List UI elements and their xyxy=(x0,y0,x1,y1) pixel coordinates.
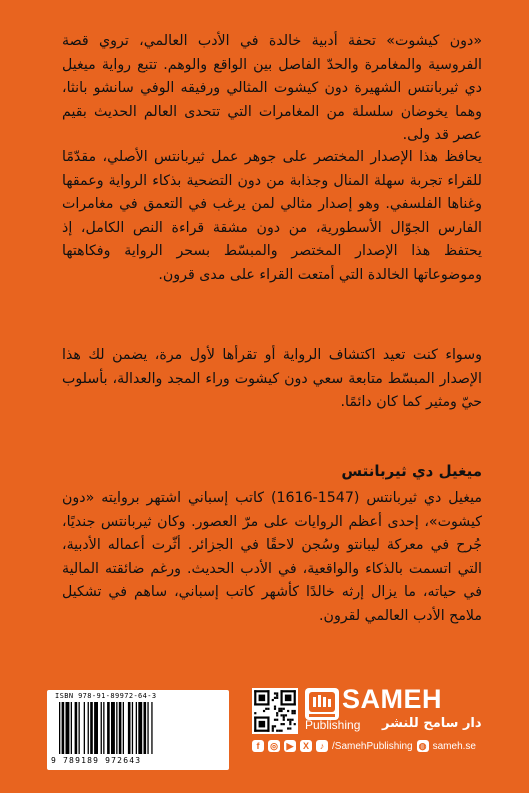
barcode-icon xyxy=(55,702,221,756)
description-paragraph-3 xyxy=(62,344,482,415)
publisher-logo-icon xyxy=(305,688,339,720)
description-paragraph-2 xyxy=(62,146,482,288)
author-heading: ميغيل دي ثيربانتس xyxy=(341,462,482,480)
globe-icon: ◍ xyxy=(417,740,429,752)
description-paragraph-1 xyxy=(62,30,482,148)
author-bio-text: ميغيل دي ثيربانتس (1547-1616) كاتب إسباني اشتهر بروايته «دون كيشوت»، إحدى أعظم الروايات على مرّ العصور. وكان ثيربانتس جنديًا، جُرح في معركة ليبانتو وسُجن لاحقًا في الجزائر. أثّرت أعماله الأدبية، التي اتسمت بالذكاء والواقعية، في الأدب الحديث. ورغم ضائقته المالية في حياته، ما يزال إرثه خالدًا كأشهر كاتب إسباني، ساهم في تشكيل ملامح الأدب العالمي لقرون. xyxy=(62,490,483,624)
author-bio xyxy=(62,487,482,629)
description-text: «دون كيشوت» تحفة أدبية خالدة في الأدب العالمي، تروي قصة الفروسية والمغامرة والحدّ الفاصل بين الواقع والوهم. تتبع رواية ميغيل دي ثيربانتس الشهيرة دون كيشوت المثالي ورفيقه الوفي سانشو بانثا، وهما يخوضان سلسلة من المغامرات التي تتحدى العالم الحديث بقيم عصر قد ولى. xyxy=(62,33,482,144)
tiktok-icon[interactable]: ♪ xyxy=(316,740,328,752)
publisher-arabic-name: دار سامح للنشر xyxy=(382,716,482,731)
social-links xyxy=(252,740,476,752)
qr-code-icon xyxy=(252,688,298,734)
isbn-barcode-box xyxy=(47,690,229,770)
publisher-brand: SAMEH xyxy=(342,684,443,714)
publisher-subtitle: Publishing xyxy=(305,718,361,732)
description-text: يحافظ هذا الإصدار المختصر على جوهر عمل ثيربانتس الأصلي، مقدّمًا للقراء تجربة سهلة المنال وجذابة من دون التضحية بذكاء الرواية وعمقها وغناها الفلسفي. وهو إصدار مثالي لمن يرغب في التعمق في مغامرات الفارس الجوّال الأسطورية، من دون مشقة قراءة النص الكامل، إذ يحتفظ هذا الإصدار المختصر والمبسّط بسحر الرواية وفكاهتها وموضوعاتها الخالدة التي أمتعت القراء على مدى قرون. xyxy=(62,149,482,283)
youtube-icon[interactable]: ▶ xyxy=(284,740,296,752)
x-icon[interactable]: X xyxy=(300,740,312,752)
social-handle[interactable]: /SamehPublishing xyxy=(332,740,413,752)
facebook-icon[interactable]: f xyxy=(252,740,264,752)
description-text: وسواء كنت تعيد اكتشاف الرواية أو تقرأها لأول مرة، يضمن لك هذا الإصدار المبسّط متابعة سعي دون كيشوت وراء المجد والعدالة، بأسلوب حيّ ومثير كما كان دائمًا. xyxy=(62,347,482,411)
barcode-digits: 9 789189 972643 xyxy=(51,756,142,765)
instagram-icon[interactable]: ◎ xyxy=(268,740,280,752)
isbn-label: ISBN 978-91-89972-64-3 xyxy=(55,692,157,700)
website-link[interactable]: sameh.se xyxy=(432,740,476,752)
